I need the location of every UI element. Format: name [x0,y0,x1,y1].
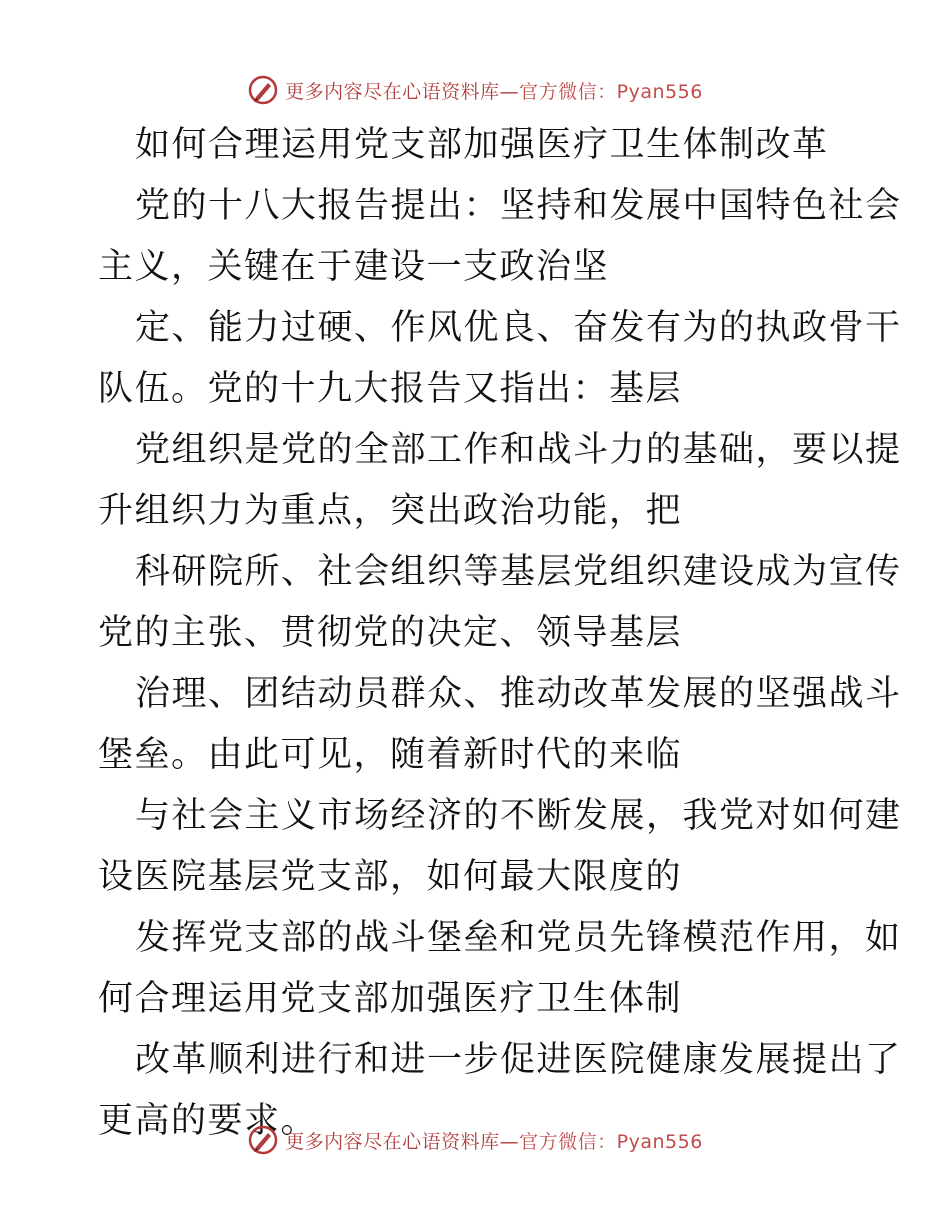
text-line: 党的主张、贯彻党的决定、领导基层 [98,613,683,653]
text-line: 改革顺利进行和进一步促进医院健康发展提出了 [135,1040,902,1080]
text-line: 科研院所、社会组织等基层党组织建设成为宣传 [135,552,902,592]
banner-text: 更多内容尽在心语资料库—官方微信：Pyan556 [285,80,703,103]
text-line: 主义，关键在于建设一支政治坚 [98,247,610,287]
banner-text: 更多内容尽在心语资料库—官方微信：Pyan556 [285,1130,703,1153]
text-line: 升组织力为重点，突出政治功能，把 [98,491,683,531]
text-line: 与社会主义市场经济的不断发展，我党对如何建 [135,796,902,836]
text-line: 何合理运用党支部加强医疗卫生体制 [98,979,683,1019]
text-line: 定、能力过硬、作风优良、奋发有为的执政骨干 [135,308,902,348]
text-line: 发挥党支部的战斗堡垒和党员先锋模范作用，如 [135,918,902,958]
text-line: 党的十八大报告提出：坚持和发展中国特色社会 [135,186,902,226]
text-line: 如何合理运用党支部加强医疗卫生体制改革 [135,125,829,165]
pen-logo-icon [247,1124,279,1156]
text-line: 更高的要求。 [98,1101,318,1141]
document-body [98,124,902,1161]
text-line: 设医院基层党支部，如何最大限度的 [98,857,683,897]
footer-banner [0,1120,950,1160]
text-line: 队伍。党的十九大报告又指出：基层 [98,369,683,409]
text-line: 治理、团结动员群众、推动改革发展的坚强战斗 [135,674,902,714]
header-banner [0,70,950,110]
text-line: 党组织是党的全部工作和战斗力的基础，要以提 [135,430,902,470]
text-line: 堡垒。由此可见，随着新时代的来临 [98,735,683,775]
pen-logo-icon [247,74,279,106]
